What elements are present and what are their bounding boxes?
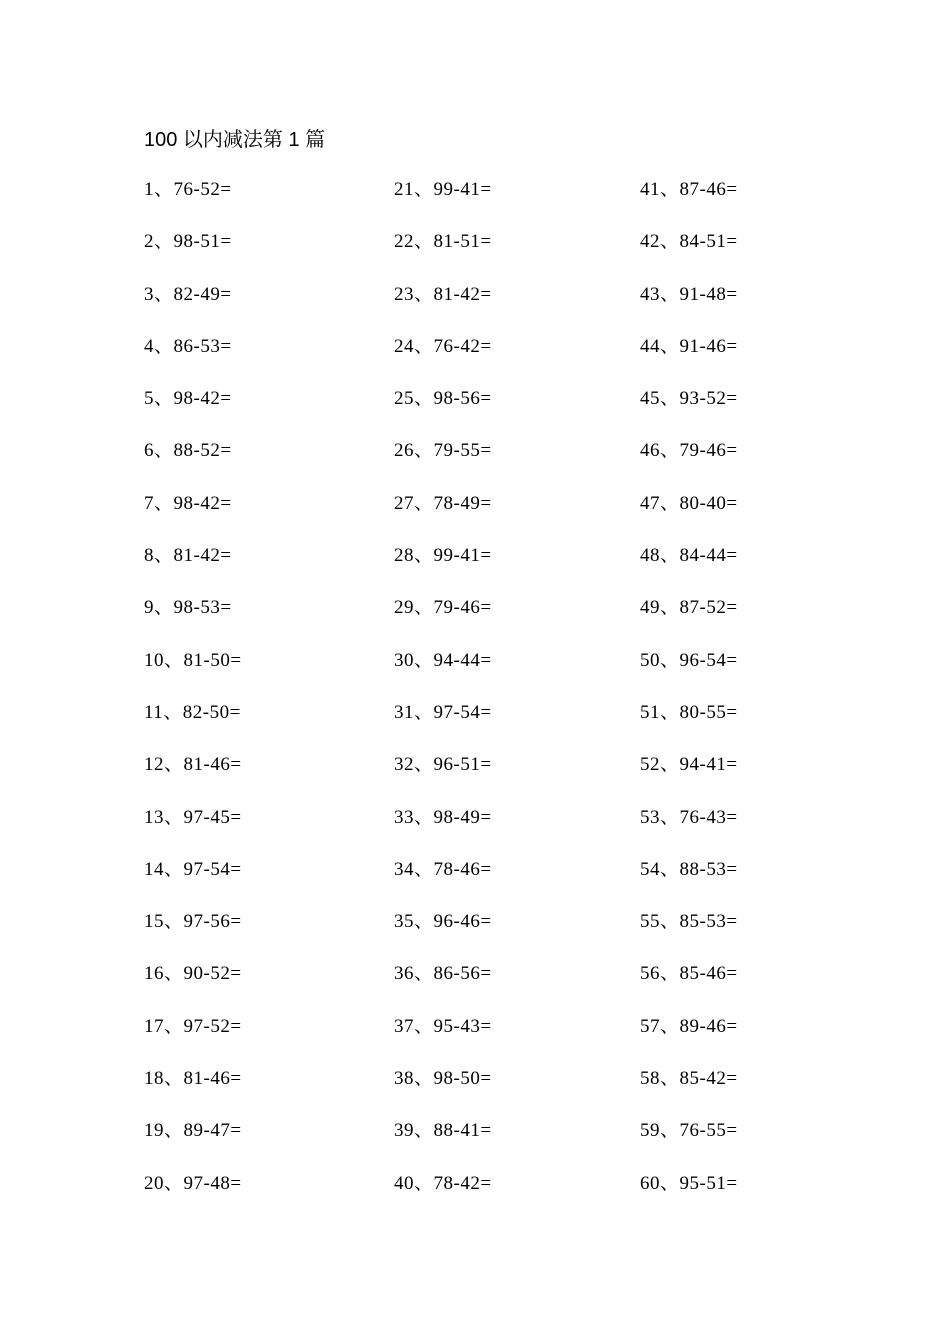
problem-item: 30、94-44= <box>394 649 492 671</box>
problem-item: 42、84-51= <box>640 231 738 253</box>
page-title: 100 以内减法第 1 篇 <box>144 129 326 151</box>
problem-item: 15、97-56= <box>144 911 242 933</box>
problem-item: 46、79-46= <box>640 440 738 462</box>
problem-item: 7、98-42= <box>144 492 232 514</box>
problem-item: 40、78-42= <box>394 1172 492 1194</box>
problem-item: 59、76-55= <box>640 1120 738 1142</box>
problem-item: 20、97-48= <box>144 1172 242 1194</box>
problem-item: 24、76-42= <box>394 335 492 357</box>
problem-column-2 <box>394 176 492 1222</box>
problem-item: 17、97-52= <box>144 1015 242 1037</box>
problem-item: 36、86-56= <box>394 963 492 985</box>
problem-item: 34、78-46= <box>394 858 492 880</box>
problem-item: 22、81-51= <box>394 231 492 253</box>
problem-item: 32、96-51= <box>394 754 492 776</box>
problem-item: 60、95-51= <box>640 1172 738 1194</box>
problem-item: 37、95-43= <box>394 1015 492 1037</box>
problem-item: 55、85-53= <box>640 911 738 933</box>
problem-item: 11、82-50= <box>144 701 241 723</box>
problem-item: 58、85-42= <box>640 1068 738 1090</box>
problem-item: 23、81-42= <box>394 283 492 305</box>
problem-item: 33、98-49= <box>394 806 492 828</box>
problem-item: 3、82-49= <box>144 283 232 305</box>
problem-item: 50、96-54= <box>640 649 738 671</box>
problem-item: 56、85-46= <box>640 963 738 985</box>
problem-item: 54、88-53= <box>640 858 738 880</box>
problem-item: 26、79-55= <box>394 440 492 462</box>
problem-item: 21、99-41= <box>394 179 492 200</box>
problem-item: 52、94-41= <box>640 754 738 776</box>
problem-item: 8、81-42= <box>144 545 232 567</box>
problem-item: 29、79-46= <box>394 597 492 619</box>
problem-item: 48、84-44= <box>640 545 738 567</box>
problem-item: 18、81-46= <box>144 1068 242 1090</box>
problem-item: 47、80-40= <box>640 492 738 514</box>
problem-item: 43、91-48= <box>640 283 738 305</box>
problem-item: 19、89-47= <box>144 1120 242 1142</box>
problem-item: 27、78-49= <box>394 492 492 514</box>
problem-item: 39、88-41= <box>394 1120 492 1142</box>
problem-column-1 <box>144 176 242 1222</box>
problem-item: 38、98-50= <box>394 1068 492 1090</box>
problem-item: 4、86-53= <box>144 335 232 357</box>
problem-item: 49、87-52= <box>640 597 738 619</box>
problem-column-3 <box>640 176 738 1222</box>
problem-item: 16、90-52= <box>144 963 242 985</box>
problem-item: 57、89-46= <box>640 1015 738 1037</box>
problem-item: 13、97-45= <box>144 806 242 828</box>
problem-item: 9、98-53= <box>144 597 232 619</box>
problem-item: 51、80-55= <box>640 701 738 723</box>
problem-item: 45、93-52= <box>640 388 738 410</box>
problem-item: 28、99-41= <box>394 545 492 567</box>
problem-item: 10、81-50= <box>144 649 242 671</box>
problem-item: 12、81-46= <box>144 754 242 776</box>
problem-item: 5、98-42= <box>144 388 232 410</box>
problem-item: 35、96-46= <box>394 911 492 933</box>
problem-item: 1、76-52= <box>144 179 232 200</box>
problem-item: 31、97-54= <box>394 701 492 723</box>
problem-item: 2、98-51= <box>144 231 232 253</box>
problem-item: 44、91-46= <box>640 335 738 357</box>
problem-item: 41、87-46= <box>640 179 738 200</box>
problem-item: 25、98-56= <box>394 388 492 410</box>
problem-item: 14、97-54= <box>144 858 242 880</box>
problem-item: 53、76-43= <box>640 806 738 828</box>
problem-item: 6、88-52= <box>144 440 232 462</box>
